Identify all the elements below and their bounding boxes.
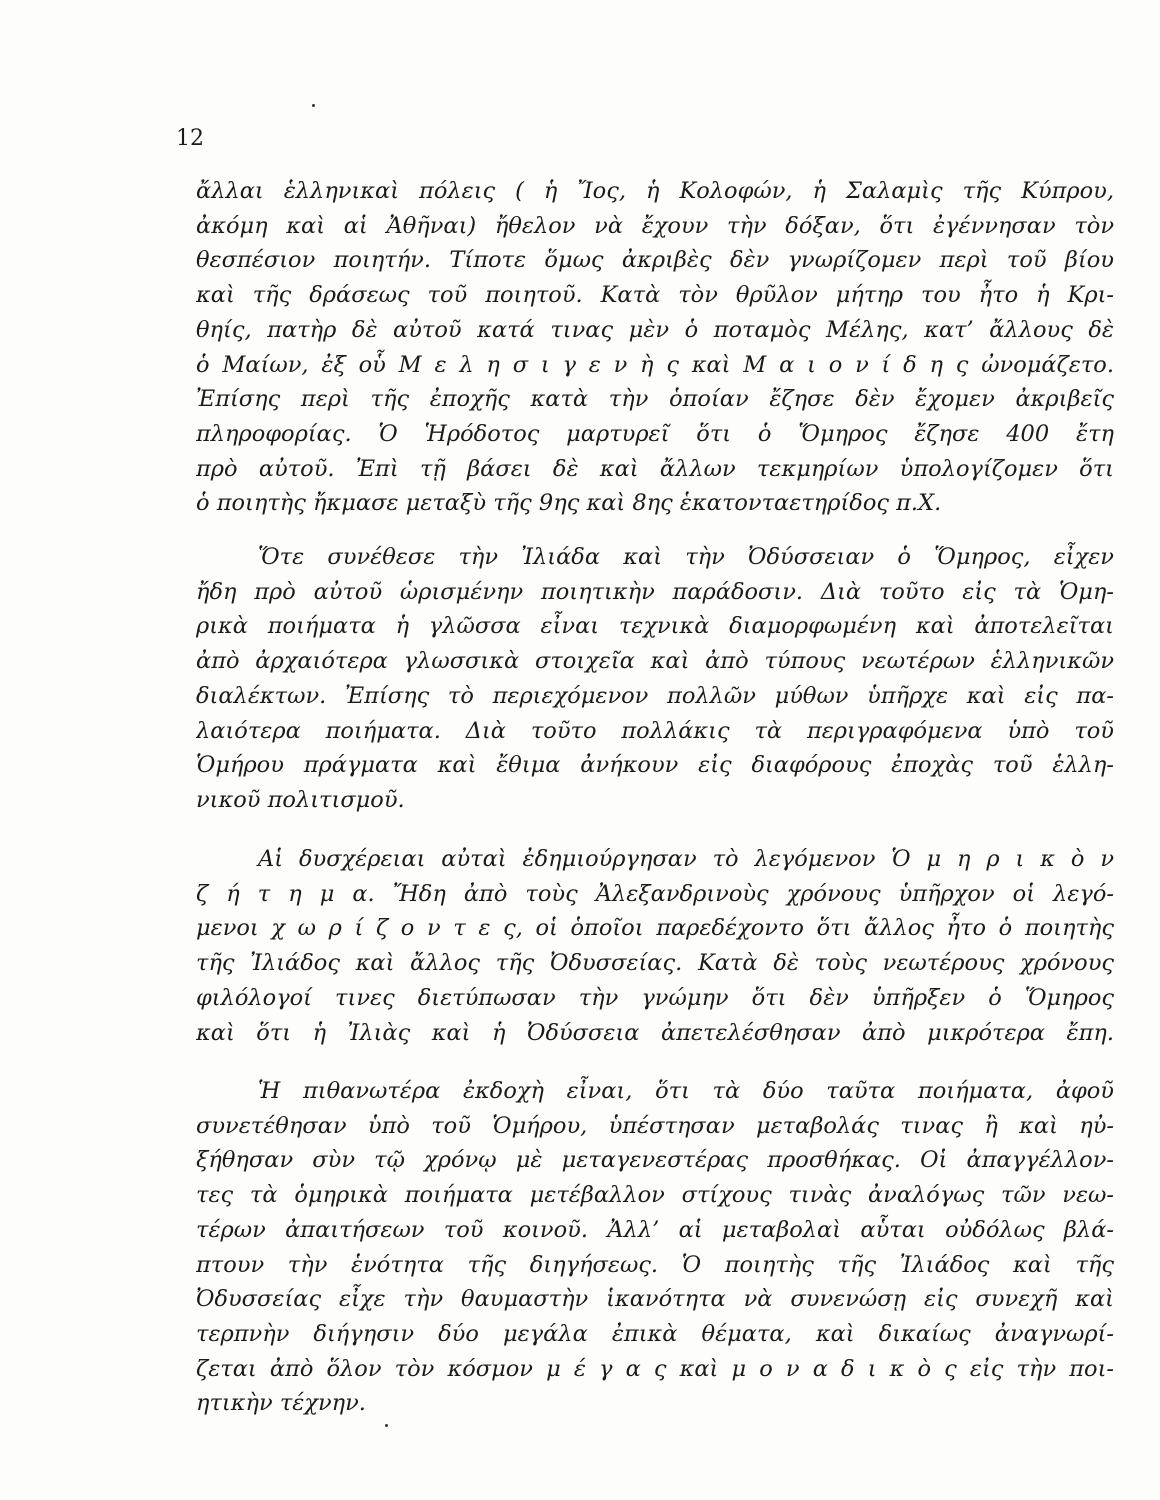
paragraph-4 [196,1074,1114,1421]
print-speck [312,104,315,107]
text-line: θηίς, πατὴρ δὲ αὐτοῦ κατά τινας μὲν ὁ ποταμὸς Μέλης, κατ’ ἄλλους δὲ [196,316,1114,343]
paragraph-2 [196,540,1114,818]
text-line: καὶ τῆς δράσεως τοῦ ποιητοῦ. Κατὰ τὸν θρῦλον μήτηρ του ἦτο ἡ Κρι- [196,282,1114,309]
text-line: τες τὰ ὁμηρικὰ ποιήματα μετέβαλλον στίχους τινὰς ἀναλόγως τῶν νεω- [196,1182,1114,1209]
text-line: Ὅτε συνέθεσε τὴν Ἰλιάδα καὶ τὴν Ὀδύσσειαν ὁ Ὅμηρος, εἶχεν [258,544,1114,570]
text-line: ητικὴν τέχνην. [196,1390,366,1417]
text-line: τερπνὴν διήγησιν δύο μεγάλα ἐπικὰ θέματα, καὶ δικαίως ἀναγνωρί- [196,1320,1114,1347]
text-line: νικοῦ πολιτισμοῦ. [196,786,405,813]
print-speck [385,1424,388,1427]
text-line: ὁ Μαίων, ἐξ οὗ Μ ε λ η σ ι γ ε ν ὴ ς καὶ Μ α ι ο ν ί δ η ς ὠνομάζετο. [196,351,1114,378]
text-line: τέρων ἀπαιτήσεων τοῦ κοινοῦ. Ἀλλ’ αἱ μεταβολαὶ αὗται οὐδόλως βλά- [196,1216,1114,1243]
text-line: ἤδη πρὸ αὐτοῦ ὡρισμένην ποιητικὴν παράδοσιν. Διὰ τοῦτο εἰς τὰ Ὁμη- [196,578,1114,605]
text-line: Ὀδυσσείας εἶχε τὴν θαυμαστὴν ἱκανότητα νὰ συνενώσῃ εἰς συνεχῆ καὶ [196,1286,1114,1313]
paragraph-1 [196,174,1114,521]
text-line: φιλόλογοί τινες διετύπωσαν τὴν γνώμην ὅτι δὲν ὑπῆρξεν ὁ Ὅμηρος [196,984,1114,1011]
page-number: 12 [176,126,204,151]
text-line: Ἡ πιθανωτέρα ἐκδοχὴ εἶναι, ὅτι τὰ δύο ταῦτα ποιήματα, ἀφοῦ [258,1078,1114,1104]
text-line: συνετέθησαν ὑπὸ τοῦ Ὁμήρου, ὑπέστησαν μεταβολάς τινας ἢ καὶ ηὐ- [196,1112,1114,1139]
text-line: Αἱ δυσχέρειαι αὐταὶ ἐδημιούργησαν τὸ λεγόμενον Ὁ μ η ρ ι κ ὸ ν [258,846,1114,872]
text-line: πληροφορίας. Ὁ Ἡρόδοτος μαρτυρεῖ ὅτι ὁ Ὅμηρος ἔζησε 400 ἔτη [196,420,1114,447]
paragraph-3 [196,842,1114,1050]
text-line: λαιότερα ποιήματα. Διὰ τοῦτο πολλάκις τὰ περιγραφόμενα ὑπὸ τοῦ [196,717,1114,744]
text-line: ρικὰ ποιήματα ἡ γλῶσσα εἶναι τεχνικὰ διαμορφωμένη καὶ ἀποτελεῖται [196,613,1114,640]
text-line: ἀπὸ ἀρχαιότερα γλωσσικὰ στοιχεῖα καὶ ἀπὸ τύπους νεωτέρων ἑλληνικῶν [196,648,1114,675]
text-line: πρὸ αὐτοῦ. Ἐπὶ τῇ βάσει δὲ καὶ ἄλλων τεκμηρίων ὑπολογίζομεν ὅτι [196,455,1114,482]
text-line: θεσπέσιον ποιητήν. Τίποτε ὅμως ἀκριβὲς δὲν γνωρίζομεν περὶ τοῦ βίου [196,247,1114,274]
text-line: Ἐπίσης περὶ τῆς ἐποχῆς κατὰ τὴν ὁποίαν ἔζησε δὲν ἔχομεν ἀκριβεῖς [196,386,1114,413]
text-line: Ὁμήρου πράγματα καὶ ἔθιμα ἀνήκουν εἰς διαφόρους ἐποχὰς τοῦ ἑλλη- [196,752,1114,779]
text-line: ἀκόμη καὶ αἱ Ἀθῆναι) ἤθελον νὰ ἔχουν τὴν δόξαν, ὅτι ἐγέννησαν τὸν [196,212,1114,239]
text-line: ἄλλαι ἑλληνικαὶ πόλεις ( ἡ Ἴος, ἡ Κολοφών, ἡ Σαλαμὶς τῆς Κύπρου, [196,178,1114,204]
text-line: καὶ ὅτι ἡ Ἰλιὰς καὶ ἡ Ὀδύσσεια ἀπετελέσθησαν ἀπὸ μικρότερα ἔπη. [196,1019,1114,1046]
text-line: ζ ή τ η μ α. Ἤδη ἀπὸ τοὺς Ἀλεξανδρινοὺς χρόνους ὑπῆρχον οἱ λεγό- [196,880,1114,907]
text-line: τῆς Ἰλιάδος καὶ ἄλλος τῆς Ὀδυσσείας. Κατὰ δὲ τοὺς νεωτέρους χρόνους [196,950,1114,977]
text-line: πτουν τὴν ἑνότητα τῆς διηγήσεως. Ὁ ποιητὴς τῆς Ἰλιάδος καὶ τῆς [196,1251,1114,1278]
text-line: ζεται ἀπὸ ὅλον τὸν κόσμον μ έ γ α ς καὶ μ ο ν α δ ι κ ὸ ς εἰς τὴν ποι- [196,1355,1114,1382]
text-line: ξήθησαν σὺν τῷ χρόνῳ μὲ μεταγενεστέρας προσθήκας. Οἱ ἀπαγγέλλον- [196,1147,1114,1174]
text-line: μενοι χ ω ρ ί ζ ο ν τ ε ς, οἱ ὁποῖοι παρεδέχοντο ὅτι ἄλλος ἦτο ὁ ποιητὴς [196,915,1114,942]
text-line: ὁ ποιητὴς ἤκμασε μεταξὺ τῆς 9ης καὶ 8ης ἑκατονταετηρίδος π.Χ. [196,490,942,517]
text-line: διαλέκτων. Ἐπίσης τὸ περιεχόμενον πολλῶν μύθων ὑπῆρχε καὶ εἰς πα- [196,682,1114,709]
